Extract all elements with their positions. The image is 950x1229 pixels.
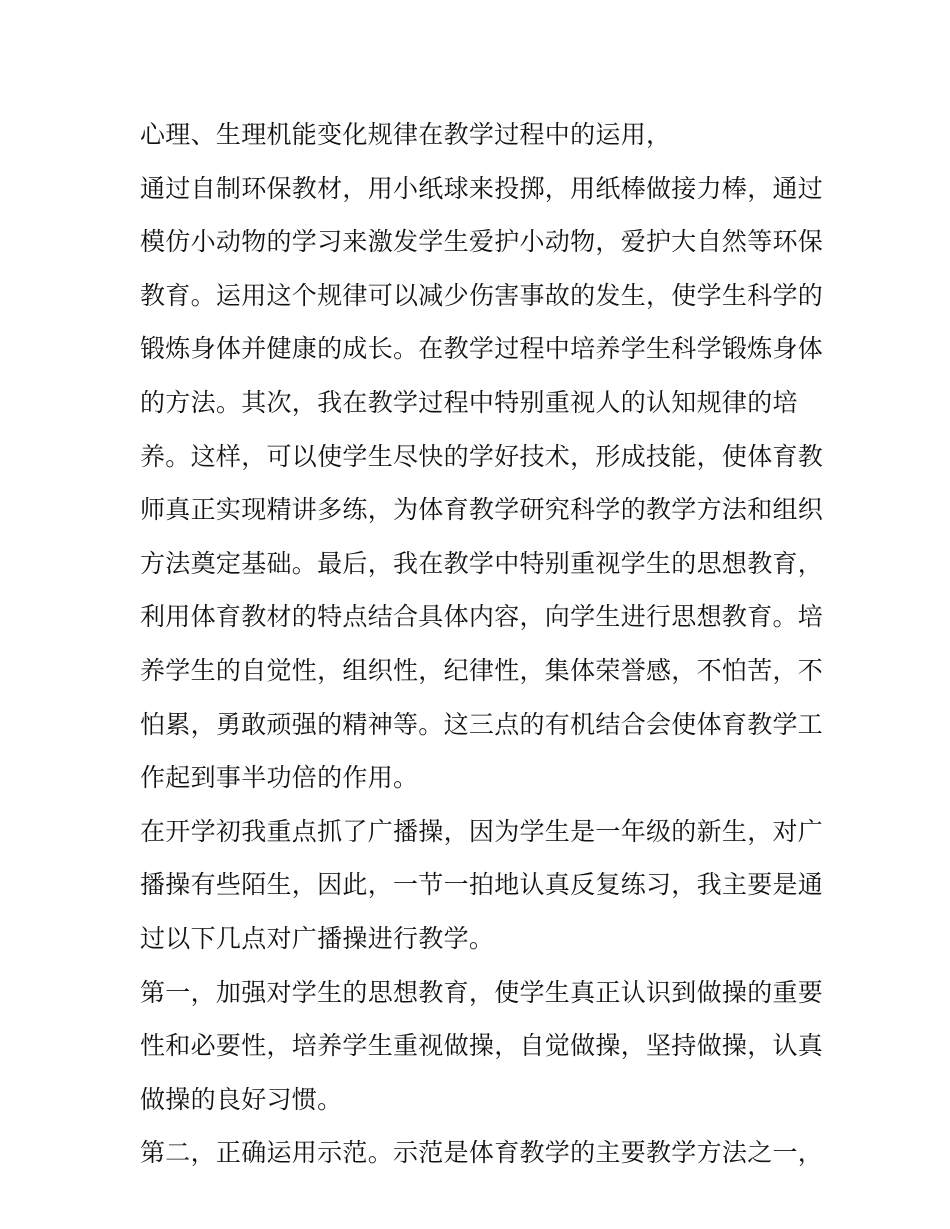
text-line: 心理、生理机能变化规律在教学过程中的运用， — [140, 120, 672, 149]
text-line: 怕累，勇敢顽强的精神等。这三点的有机结合会使体育教学工 — [140, 709, 824, 739]
text-line: 过以下几点对广播操进行教学。 — [140, 923, 495, 953]
text-line: 作起到事半功倍的作用。 — [140, 763, 419, 793]
text-line: 师真正实现精讲多练，为体育教学研究科学的教学方法和组织 — [140, 495, 824, 525]
text-line: 第二，正确运用示范。示范是体育教学的主要教学方法之一， — [140, 1138, 824, 1168]
text-line: 养学生的自觉性，组织性，纪律性，集体荣誉感，不怕苦，不 — [140, 655, 824, 685]
body-text — [140, 108, 824, 1180]
text-line: 通过自制环保教材，用小纸球来投掷，用纸棒做接力棒，通过 — [140, 173, 824, 203]
text-line: 教育。运用这个规律可以减少伤害事故的发生，使学生科学的 — [140, 280, 824, 310]
text-line: 做操的良好习惯。 — [140, 1084, 343, 1114]
text-line: 养。这样，可以使学生尽快的学好技术，形成技能，使体育教 — [140, 441, 824, 471]
text-line: 第一，加强对学生的思想教育，使学生真正认识到做操的重要 — [140, 977, 824, 1007]
text-line: 模仿小动物的学习来激发学生爱护小动物，爱护大自然等环保 — [140, 227, 824, 257]
text-line: 在开学初我重点抓了广播操，因为学生是一年级的新生，对广 — [140, 816, 824, 846]
text-line: 播操有些陌生，因此，一节一拍地认真反复练习，我主要是通 — [140, 870, 824, 900]
text-line: 性和必要性，培养学生重视做操，自觉做操，坚持做操，认真 — [140, 1031, 824, 1061]
text-line: 锻炼身体并健康的成长。在教学过程中培养学生科学锻炼身体 — [140, 334, 824, 364]
text-line: 方法奠定基础。最后，我在教学中特别重视学生的思想教育， — [140, 548, 824, 578]
text-line: 利用体育教材的特点结合具体内容，向学生进行思想教育。培 — [140, 602, 824, 632]
text-line: 的方法。其次，我在教学过程中特别重视人的认知规律的培 — [140, 387, 798, 417]
